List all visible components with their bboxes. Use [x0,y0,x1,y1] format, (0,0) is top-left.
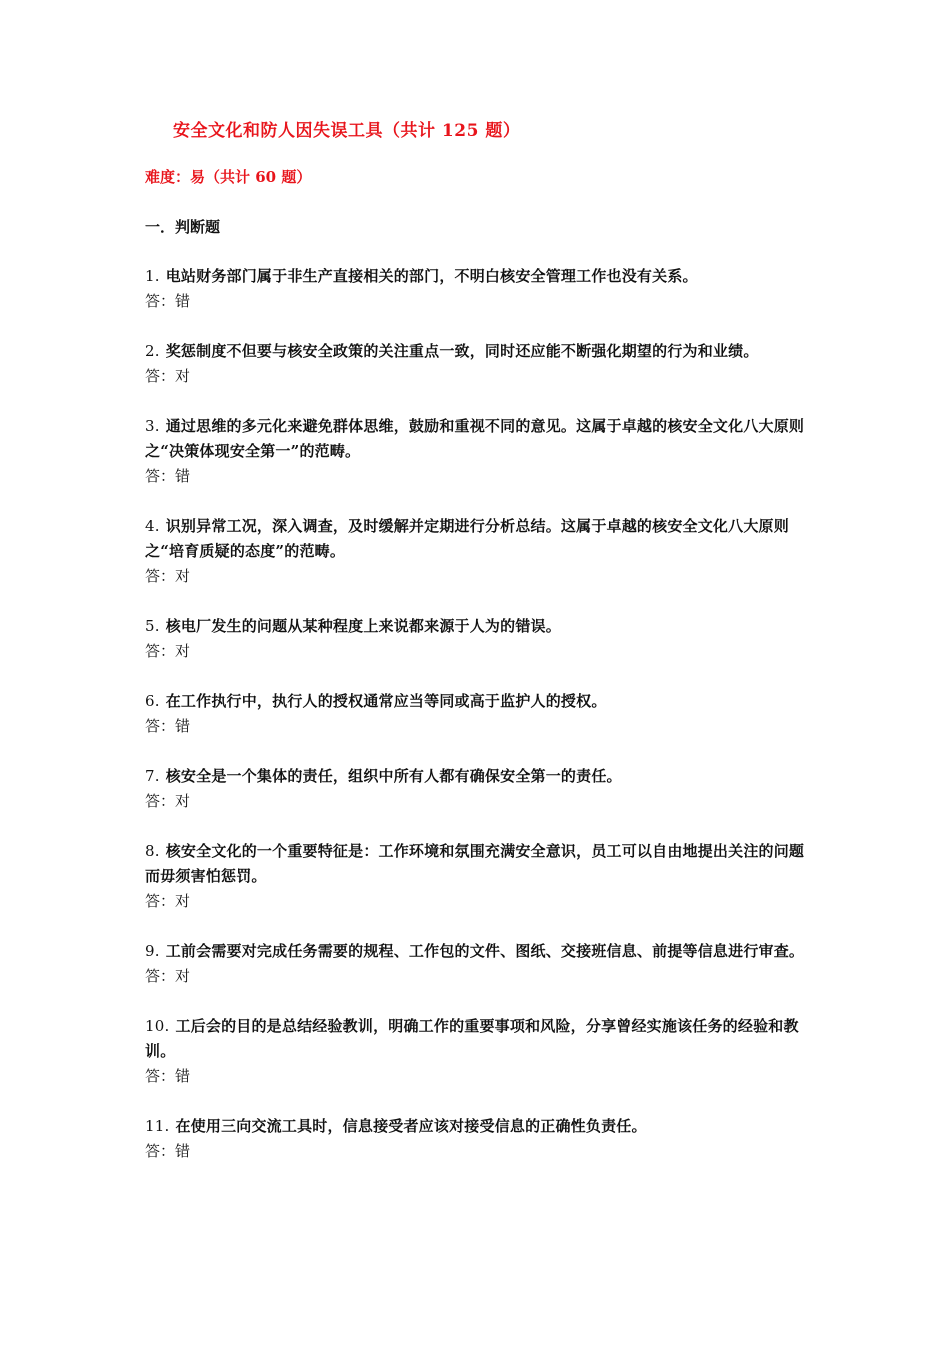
question-text [145,514,810,564]
question-answer: 答：错 [145,1067,191,1085]
question-answer: 答：对 [145,642,191,660]
question-list [145,264,810,1189]
question-text [145,764,810,789]
question-item [145,414,810,489]
question-item [145,939,810,989]
question-body: 通过思维的多元化来避免群体思维，鼓励和重视不同的意见。这属于卓越的核安全文化八大原则之“决策体现安全第一”的范畴。 [145,417,805,460]
question-item [145,339,810,389]
question-item [145,839,810,914]
question-text [145,689,810,714]
question-number: 5. [145,617,160,635]
question-item [145,764,810,814]
question-item [145,689,810,739]
question-body: 核安全文化的一个重要特征是：工作环境和氛围充满安全意识，员工可以自由地提出关注的问题而毋须害怕惩罚。 [145,842,805,885]
question-number: 7. [145,767,160,785]
question-answer: 答：错 [145,467,191,485]
question-body: 核安全是一个集体的责任，组织中所有人都有确保安全第一的责任。 [165,767,622,785]
question-number: 3. [145,417,160,435]
question-number: 8. [145,842,160,860]
question-text [145,1114,810,1139]
question-answer: 答：错 [145,292,191,310]
question-body: 在工作执行中，执行人的授权通常应当等同或高于监护人的授权。 [165,692,607,710]
question-body: 在使用三向交流工具时，信息接受者应该对接受信息的正确性负责任。 [175,1117,647,1135]
question-text [145,339,810,364]
question-text [145,1014,810,1064]
document-title: 安全文化和防人因失误工具（共计 125 题） [173,121,521,141]
question-number: 9. [145,942,160,960]
question-answer: 答：对 [145,892,191,910]
question-body: 电站财务部门属于非生产直接相关的部门，不明白核安全管理工作也没有关系。 [165,267,698,285]
difficulty-heading: 难度：易（共计 60 题） [145,168,312,186]
question-number: 2. [145,342,160,360]
question-number: 1. [145,267,160,285]
question-number: 4. [145,517,160,535]
question-answer: 答：错 [145,717,191,735]
question-answer: 答：错 [145,1142,191,1160]
question-item [145,614,810,664]
question-answer: 答：对 [145,367,191,385]
question-text [145,614,810,639]
question-item [145,264,810,314]
question-number: 11. [145,1117,170,1135]
question-item [145,1114,810,1164]
question-number: 10. [145,1017,170,1035]
question-body: 核电厂发生的问题从某种程度上来说都来源于人为的错误。 [165,617,561,635]
question-body: 奖惩制度不但要与核安全政策的关注重点一致，同时还应能不断强化期望的行为和业绩。 [165,342,759,360]
section-heading: 一．判断题 [145,218,221,236]
question-body: 工前会需要对完成任务需要的规程、工作包的文件、图纸、交接班信息、前提等信息进行审查。 [165,942,805,960]
question-text [145,414,810,464]
question-text [145,939,810,964]
question-number: 6. [145,692,160,710]
question-body: 工后会的目的是总结经验教训，明确工作的重要事项和风险，分享曾经实施该任务的经验和教训。 [145,1017,799,1060]
question-answer: 答：对 [145,967,191,985]
question-answer: 答：对 [145,792,191,810]
question-item [145,514,810,589]
question-body: 识别异常工况，深入调查，及时缓解并定期进行分析总结。这属于卓越的核安全文化八大原则之“培育质疑的态度”的范畴。 [145,517,789,560]
question-text [145,264,810,289]
question-item [145,1014,810,1089]
question-text [145,839,810,889]
question-answer: 答：对 [145,567,191,585]
